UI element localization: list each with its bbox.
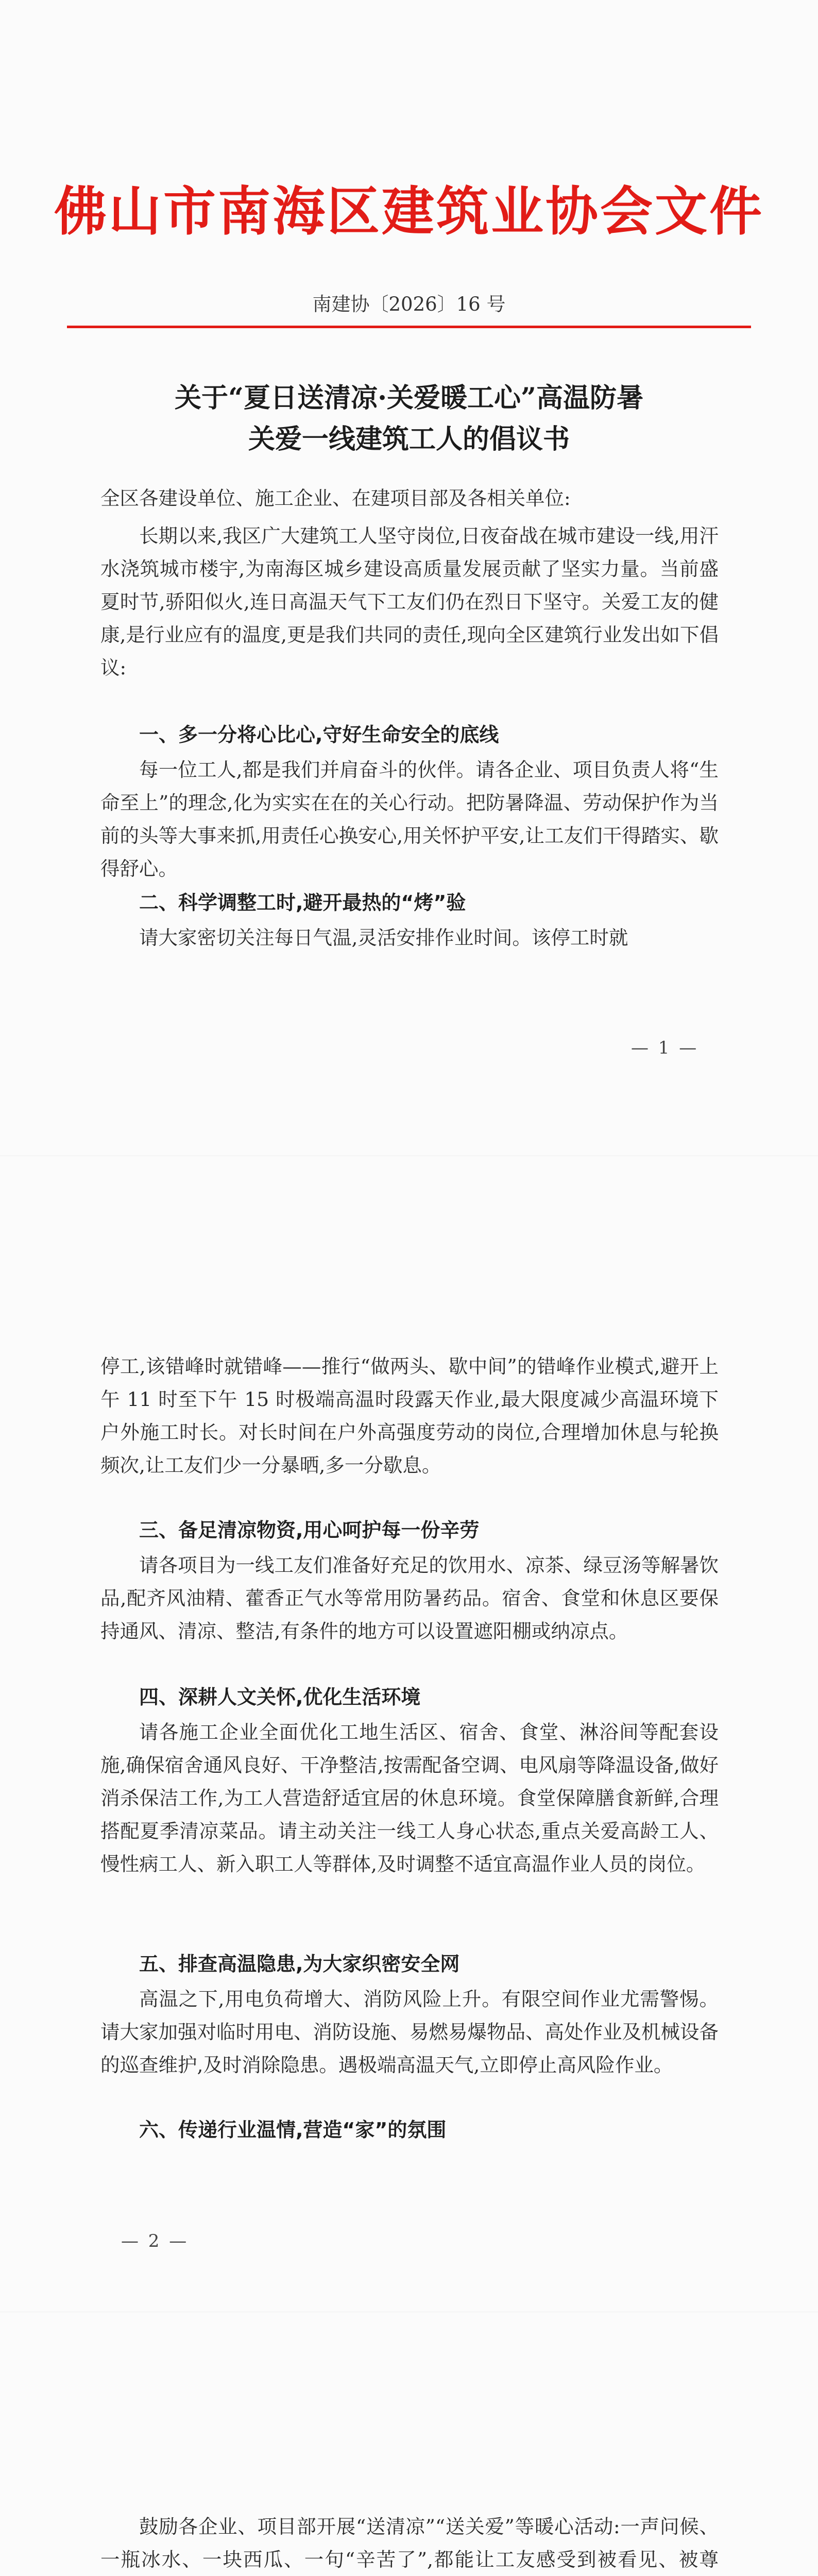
section-1-paragraph: 每一位工人,都是我们并肩奋斗的伙伴。请各企业、项目负责人将“生命至上”的理念,化为实实在在的关心行动。把防暑降温、劳动保护作为当前的头等大事来抓,用责任心换安心,用关怀护平安,让工友们干得踏实、歇得舒心。 [100,758,719,880]
section-heading-5: 五、排查高温隐患,为大家织密安全网 [139,1953,460,1975]
page-number-1: — 1 — [631,1038,699,1058]
section-4-paragraph: 请各施工企业全面优化工地生活区、宿舍、食堂、淋浴间等配套设施,确保宿舍通风良好、干净整洁,按需配备空调、电风扇等降温设备,做好消杀保洁工作,为工人营造舒适宜居的休息环境。食堂保障膳食新鲜,合理搭配夏季清凉菜品。请主动关注一线工人身心状态,重点关爱高龄工人、慢性病工人、新入职工人等群体,及时调整不适宜高温作业人员的岗位。 [100,1721,719,1875]
section-2-paragraph-start: 请大家密切关注每日气温,灵活安排作业时间。该停工时就 [139,926,628,949]
intro-paragraph: 长期以来,我区广大建筑工人坚守岗位,日夜奋战在城市建设一线,用汗水浇筑城市楼宇,为南海区城乡建设高质量发展贡献了坚实力量。当前盛夏时节,骄阳似火,连日高温天气下工友们仍在烈日下坚守。关爱工友的健康,是行业应有的温度,更是我们共同的责任,现向全区建筑行业发出如下倡议: [100,524,719,679]
section-heading-2: 二、科学调整工时,避开最热的“烤”验 [139,891,466,914]
salutation: 全区各建设单位、施工企业、在建项目部及各相关单位: [100,487,571,510]
section-heading-4: 四、深耕人文关怀,优化生活环境 [139,1686,421,1708]
red-divider-line [67,326,751,328]
section-2-paragraph-cont: 停工,该错峰时就错峰——推行“做两头、歇中间”的错峰作业模式,避开上午 11 时至下午 15 时极端高温时段露天作业,最大限度减少高温环境下户外施工时长。对长时间在户外高强度劳动的岗位,合理增加休息与轮换频次,让工友们少一分暴晒,多一分歇息。 [100,1355,719,1477]
section-heading-6: 六、传递行业温情,营造“家”的氛围 [139,2119,447,2141]
section-heading-1: 一、多一分将心比心,守好生命安全的底线 [139,723,499,746]
section-5-paragraph: 高温之下,用电负荷增大、消防风险上升。有限空间作业尤需警惕。请大家加强对临时用电、消防设施、易燃易爆物品、高处作业及机械设备的巡查维护,及时消除隐患。遇极端高温天气,立即停止高风险作业。 [100,1988,719,2076]
section-heading-3: 三、备足清凉物资,用心呵护每一份辛劳 [139,1519,480,1541]
document-title-line-2: 关爱一线建筑工人的倡议书 [248,423,570,455]
page-number-2: — 2 — [121,2231,189,2251]
section-3-paragraph: 请各项目为一线工友们准备好充足的饮用水、凉茶、绿豆汤等解暑饮品,配齐风油精、藿香正气水等常用防暑药品。宿舍、食堂和休息区要保持通风、清凉、整洁,有条件的地方可以设置遮阳棚或纳凉点。 [100,1554,719,1642]
document-number: 南建协〔2026〕16 号 [312,293,506,315]
section-6-paragraph: 鼓励各企业、项目部开展“送清凉”“送关爱”等暖心活动:一声问候、一瓶冰水、一块西瓜、一句“辛苦了”,都能让工友感受到被看见、被尊 [100,2515,719,2571]
masthead-title: 佛山市南海区建筑业协会文件 [54,181,764,243]
document-title-line-1: 关于“夏日送清凉·关爱暖工心”高温防暑 [175,382,643,414]
